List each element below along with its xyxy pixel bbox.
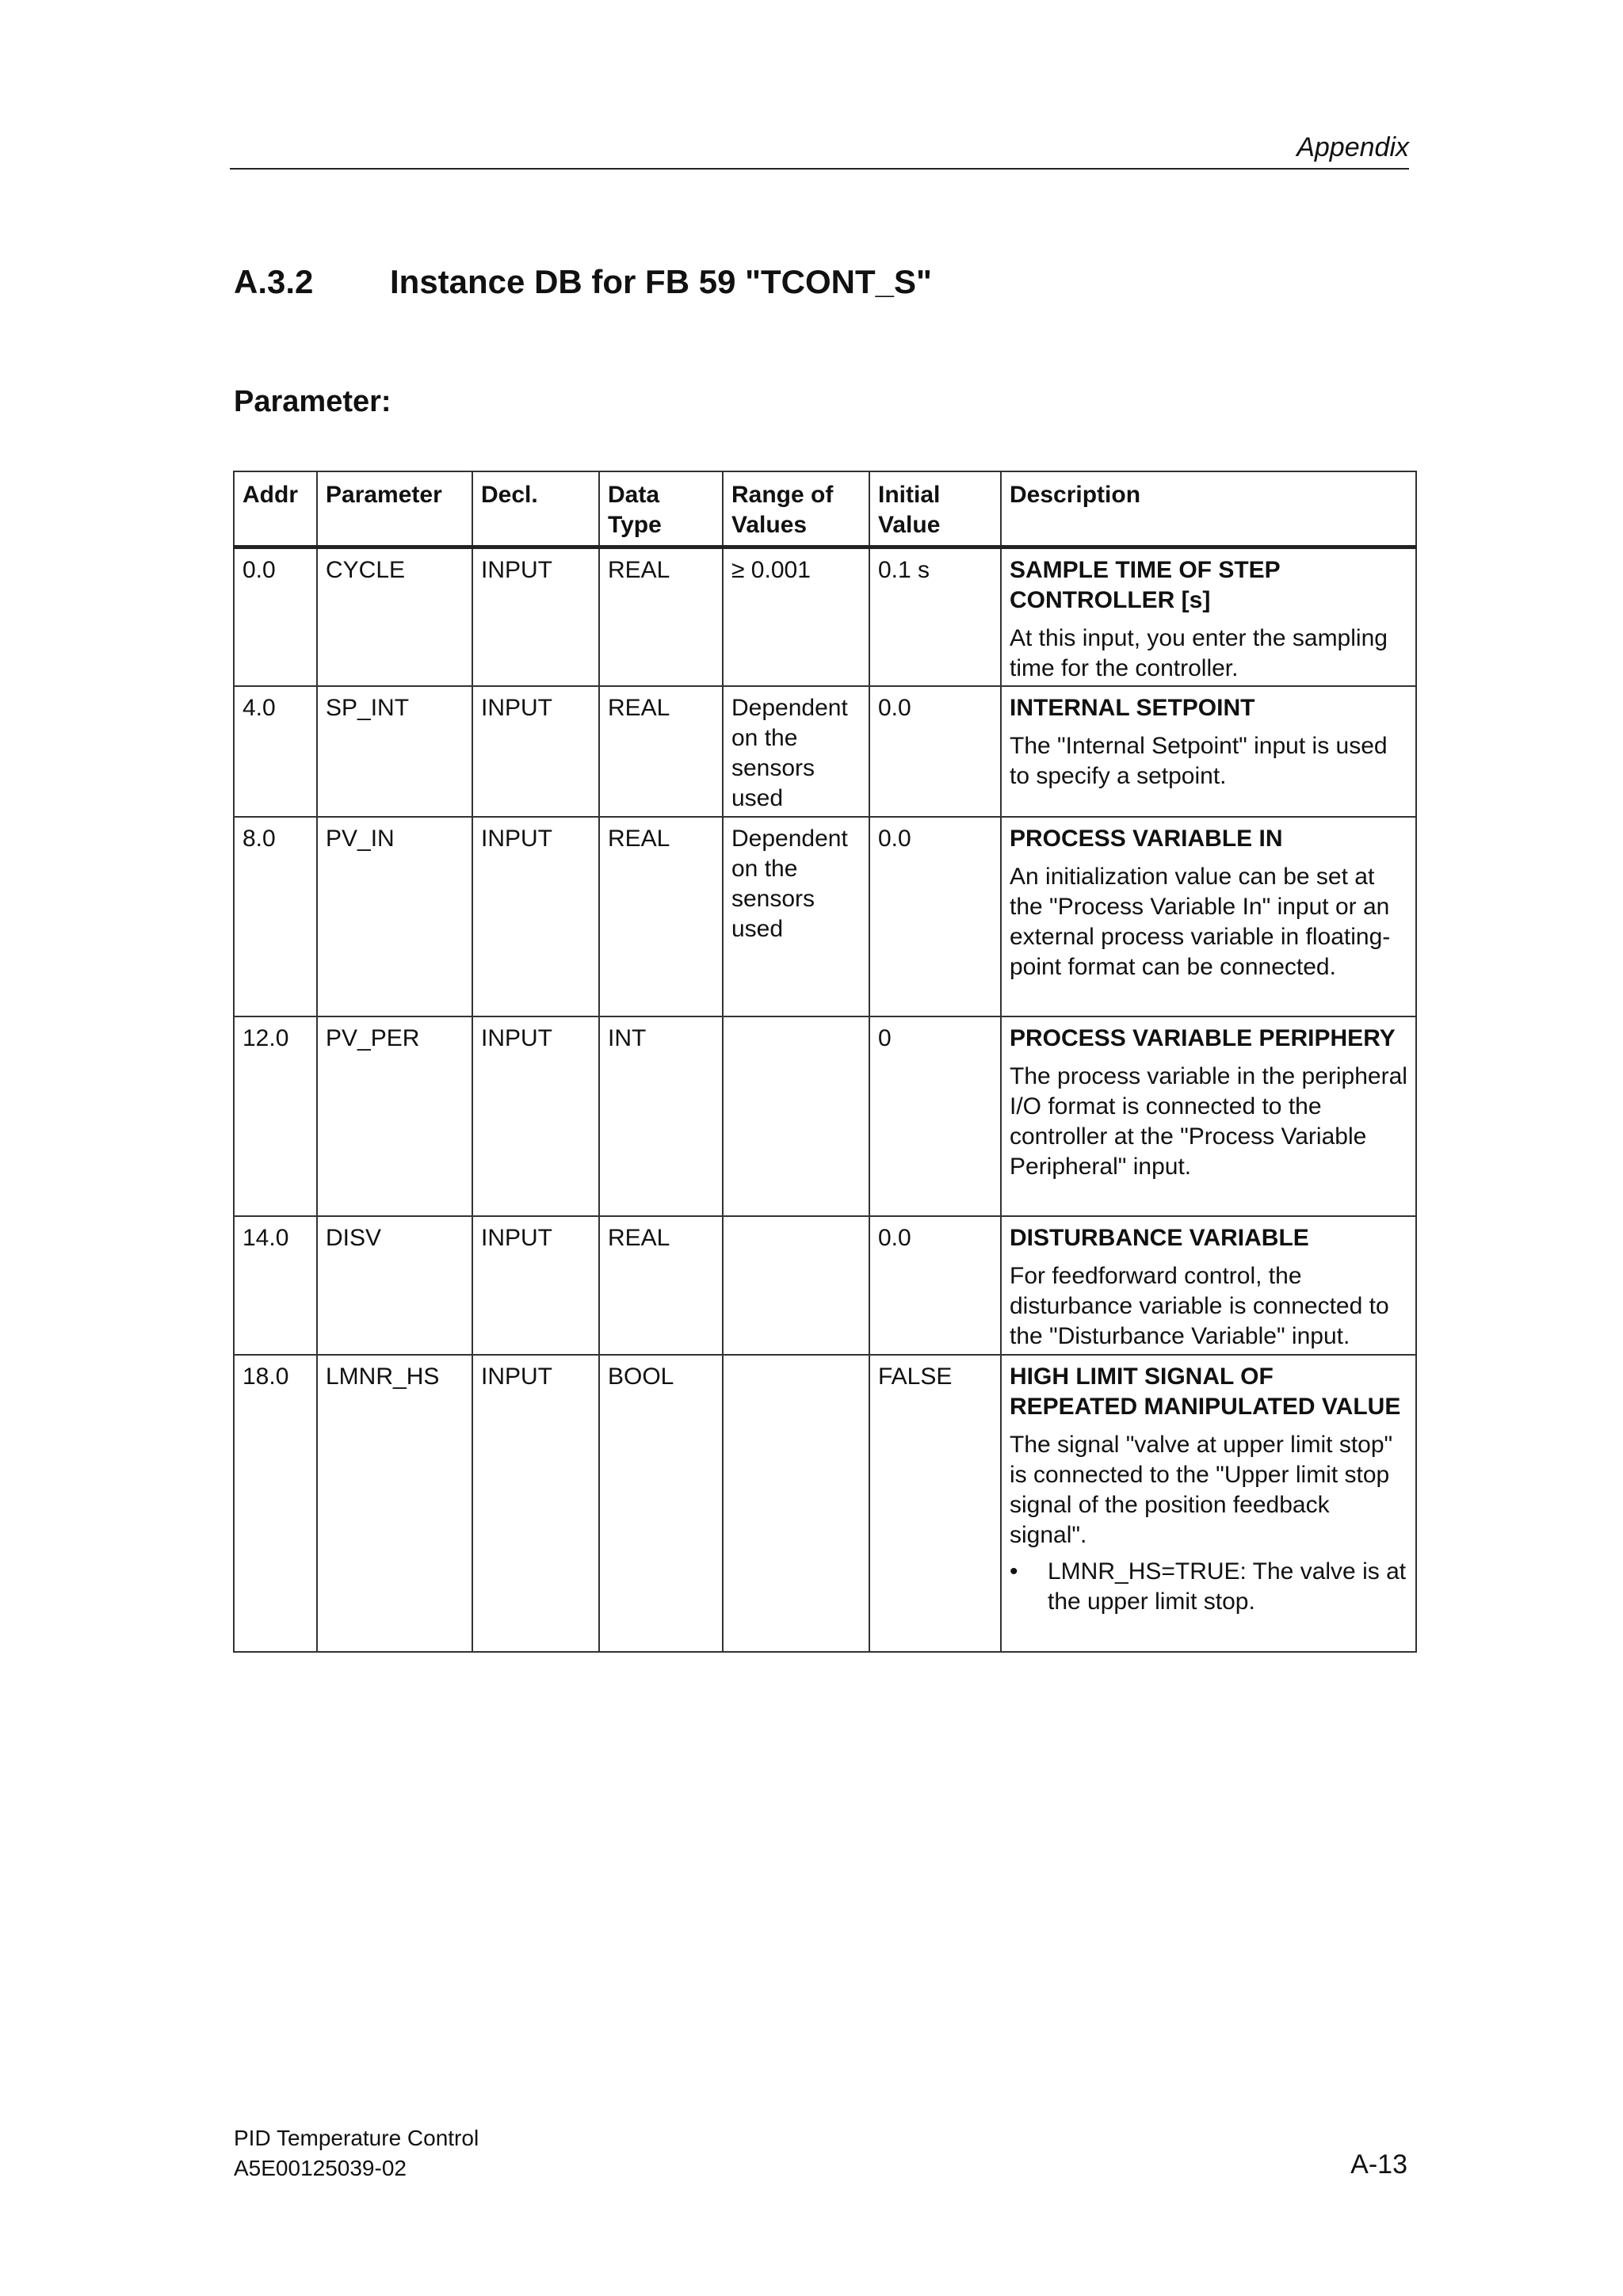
description-title: SAMPLE TIME OF STEP CONTROLLER [s]: [1010, 557, 1281, 613]
cell-initial-value: 0.0: [869, 686, 1001, 817]
cell-description: [1001, 547, 1416, 686]
column-header-addr: Addr: [234, 471, 317, 547]
cell-data-type: REAL: [599, 686, 723, 817]
cell-range: ≥ 0.001: [723, 547, 869, 686]
cell-range: [723, 1355, 869, 1652]
cell-decl: INPUT: [472, 547, 599, 686]
description-text: For feedforward control, the disturbance variable is connected to the "Disturbance Variable" input.: [1010, 1262, 1389, 1349]
parameter-subheading: Parameter:: [234, 385, 391, 418]
cell-initial-value: 0.1 s: [869, 547, 1001, 686]
bullet-text: LMNR_HS=TRUE: The valve is at the upper limit stop.: [1048, 1558, 1407, 1615]
cell-addr: 0.0: [234, 547, 317, 686]
cell-description: [1001, 1216, 1416, 1355]
cell-parameter: PV_IN: [317, 817, 472, 1016]
description-title: DISTURBANCE VARIABLE: [1010, 1224, 1309, 1251]
cell-decl: INPUT: [472, 817, 599, 1016]
column-header-decl: Decl.: [472, 471, 599, 547]
cell-description: [1001, 686, 1416, 817]
page-number: A-13: [1350, 2149, 1407, 2180]
cell-parameter: PV_PER: [317, 1016, 472, 1216]
description-text: The process variable in the peripheral I/O format is connected to the controller at the "Process Variable Peripheral" input.: [1010, 1062, 1407, 1180]
section-title: Instance DB for FB 59 "TCONT_S": [390, 263, 932, 300]
cell-range: Dependent on the sensors used: [723, 817, 869, 1016]
cell-addr: 4.0: [234, 686, 317, 817]
section-heading: [234, 261, 932, 303]
cell-range: [723, 1216, 869, 1355]
running-header: Appendix: [1296, 132, 1409, 162]
cell-addr: 8.0: [234, 817, 317, 1016]
footer-document-info: [234, 2123, 479, 2183]
cell-decl: INPUT: [472, 686, 599, 817]
cell-data-type: BOOL: [599, 1355, 723, 1652]
cell-range: [723, 1016, 869, 1216]
description-title: PROCESS VARIABLE PERIPHERY: [1010, 1024, 1396, 1051]
cell-description: [1001, 1355, 1416, 1652]
footer-doc-number: A5E00125039-02: [234, 2156, 407, 2180]
table-row: [234, 686, 1416, 817]
table-row: [234, 547, 1416, 686]
header-rule: [230, 168, 1409, 170]
description-text: At this input, you enter the sampling time for the controller.: [1010, 625, 1388, 681]
column-header-initial-value: Initial Value: [869, 471, 1001, 547]
table-row: [234, 1016, 1416, 1216]
bullet-icon: •: [1010, 1558, 1018, 1585]
section-number: A.3.2: [234, 263, 314, 300]
description-title: INTERNAL SETPOINT: [1010, 694, 1255, 721]
cell-parameter: DISV: [317, 1216, 472, 1355]
cell-decl: INPUT: [472, 1016, 599, 1216]
cell-decl: INPUT: [472, 1355, 599, 1652]
cell-description: [1001, 1016, 1416, 1216]
cell-data-type: REAL: [599, 1216, 723, 1355]
cell-initial-value: 0: [869, 1016, 1001, 1216]
cell-parameter: CYCLE: [317, 547, 472, 686]
description-title: HIGH LIMIT SIGNAL OF REPEATED MANIPULATED VALUE: [1010, 1363, 1401, 1420]
parameter-table: [233, 471, 1417, 1653]
cell-description: [1001, 817, 1416, 1016]
table-row: [234, 817, 1416, 1016]
cell-decl: INPUT: [472, 1216, 599, 1355]
column-header-data-type: Data Type: [599, 471, 723, 547]
cell-data-type: REAL: [599, 817, 723, 1016]
cell-addr: 12.0: [234, 1016, 317, 1216]
cell-initial-value: 0.0: [869, 1216, 1001, 1355]
column-header-parameter: Parameter: [317, 471, 472, 547]
cell-initial-value: FALSE: [869, 1355, 1001, 1652]
cell-data-type: REAL: [599, 547, 723, 686]
footer-title: PID Temperature Control: [234, 2126, 479, 2150]
description-title: PROCESS VARIABLE IN: [1010, 825, 1283, 852]
column-header-range: Range of Values: [723, 471, 869, 547]
column-header-description: Description: [1001, 471, 1416, 547]
cell-parameter: LMNR_HS: [317, 1355, 472, 1652]
cell-data-type: INT: [599, 1016, 723, 1216]
cell-initial-value: 0.0: [869, 817, 1001, 1016]
description-text: The signal "valve at upper limit stop" is connected to the "Upper limit stop signal of the position feedback signal".: [1010, 1431, 1393, 1548]
cell-addr: 14.0: [234, 1216, 317, 1355]
cell-range: Dependent on the sensors used: [723, 686, 869, 817]
description-text: The "Internal Setpoint" input is used to specify a setpoint.: [1010, 732, 1388, 789]
cell-addr: 18.0: [234, 1355, 317, 1652]
bullet-item: [1010, 1557, 1407, 1617]
table-row: [234, 1355, 1416, 1652]
cell-parameter: SP_INT: [317, 686, 472, 817]
description-text: An initialization value can be set at the "Process Variable In" input or an external process variable in floating-point format can be connected.: [1010, 863, 1391, 980]
table-header-row: [234, 471, 1416, 547]
table-row: [234, 1216, 1416, 1355]
